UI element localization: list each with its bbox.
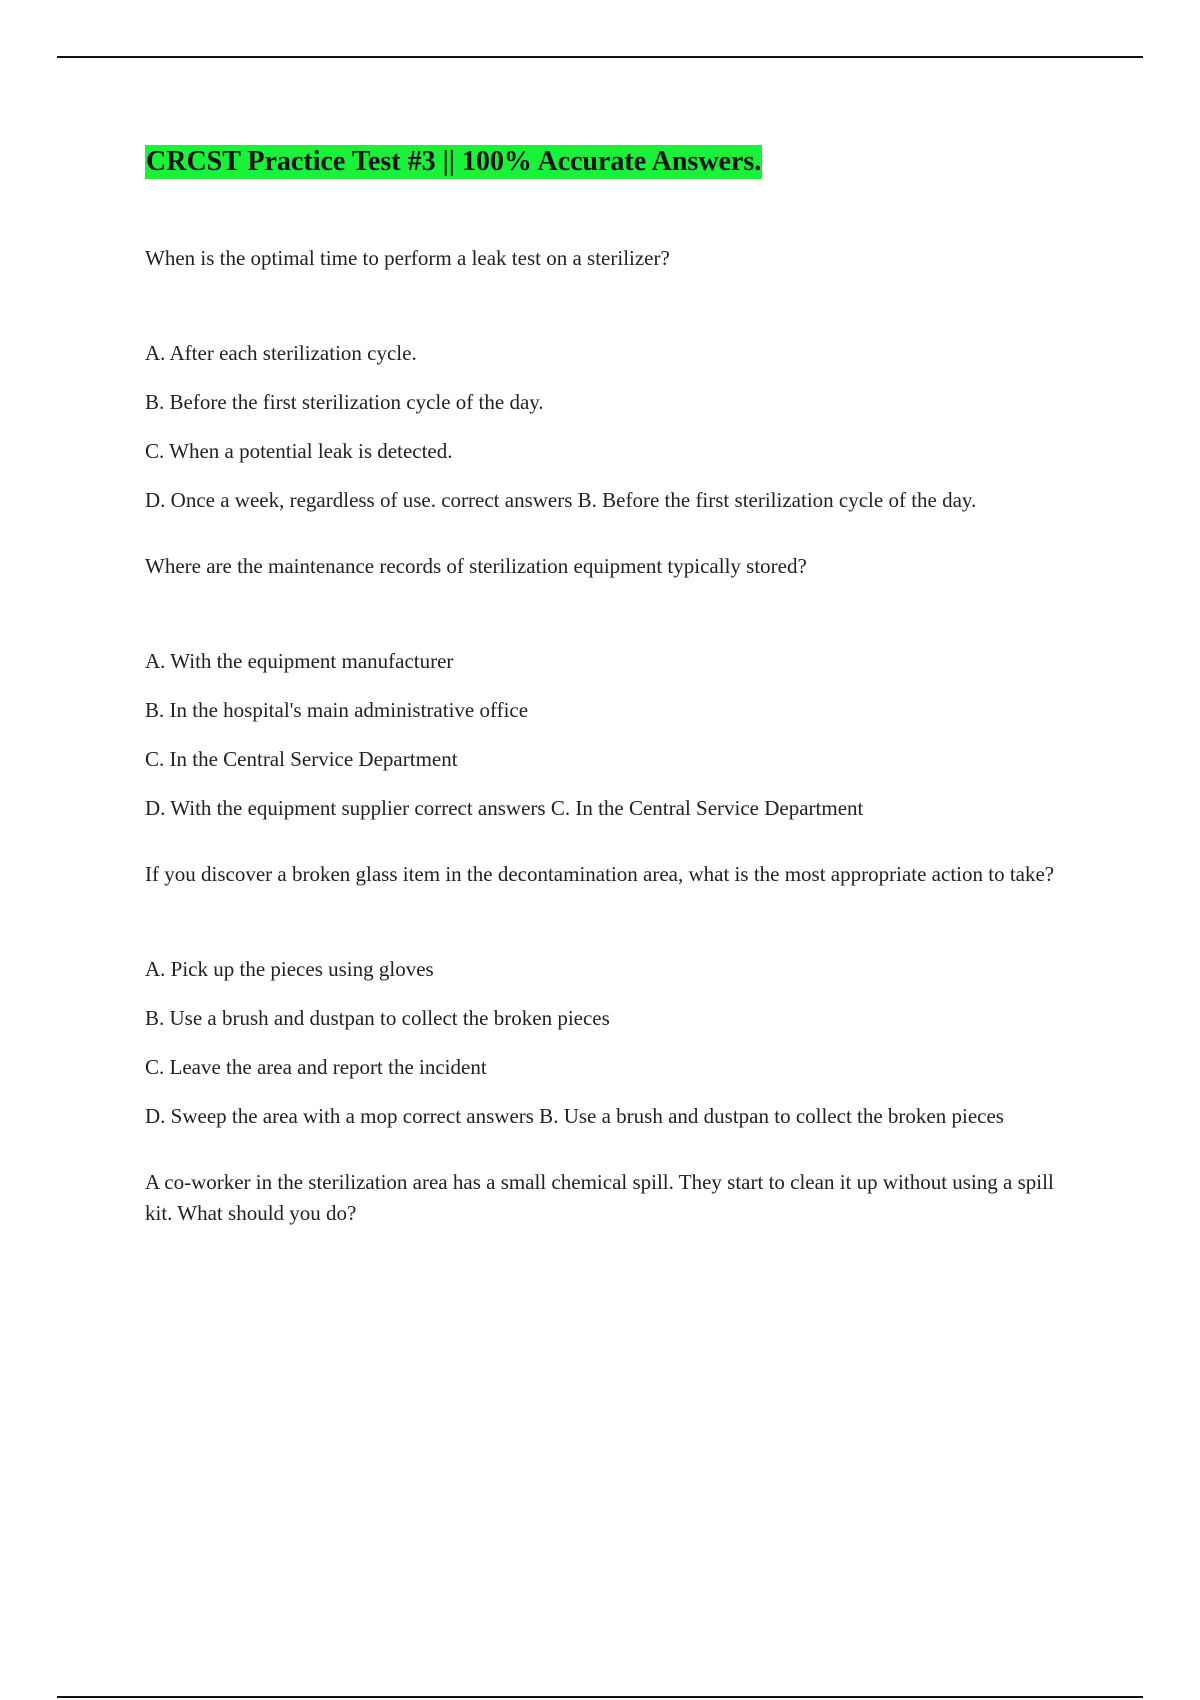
title-block <box>145 145 1075 179</box>
header-rule <box>57 56 1143 58</box>
question-block-3 <box>145 859 1075 1132</box>
option-a: A. After each sterilization cycle. <box>145 341 417 365</box>
option-a: A. Pick up the pieces using gloves <box>145 957 434 981</box>
option-d-with-answer: D. Once a week, regardless of use. correct answers B. Before the first sterilization cycle of the day. <box>145 488 977 512</box>
option-c: C. In the Central Service Department <box>145 747 458 771</box>
question-block-2 <box>145 551 1075 824</box>
option-d-with-answer: D. With the equipment supplier correct answers C. In the Central Service Department <box>145 796 864 820</box>
option-c: C. Leave the area and report the incident <box>145 1055 487 1079</box>
option-c: C. When a potential leak is detected. <box>145 439 453 463</box>
question-text: If you discover a broken glass item in the decontamination area, what is the most appropriate action to take? <box>145 862 1055 886</box>
document-body <box>145 145 1075 1229</box>
question-text: A co-worker in the sterilization area has a small chemical spill. They start to clean it up without using a spill kit. What should you do? <box>145 1170 1054 1225</box>
document-title: CRCST Practice Test #3 || 100% Accurate Answers. <box>146 146 762 177</box>
question-text: Where are the maintenance records of sterilization equipment typically stored? <box>145 554 807 578</box>
question-text: When is the optimal time to perform a leak test on a sterilizer? <box>145 246 670 270</box>
option-b: B. In the hospital's main administrative office <box>145 698 529 722</box>
footer-rule <box>57 1696 1143 1698</box>
option-a: A. With the equipment manufacturer <box>145 649 454 673</box>
option-b: B. Use a brush and dustpan to collect the broken pieces <box>145 1006 610 1030</box>
option-d-with-answer: D. Sweep the area with a mop correct answers B. Use a brush and dustpan to collect the broken pieces <box>145 1104 1004 1128</box>
option-b: B. Before the first sterilization cycle of the day. <box>145 390 544 414</box>
question-block-4 <box>145 1167 1075 1229</box>
question-block-1 <box>145 243 1075 516</box>
